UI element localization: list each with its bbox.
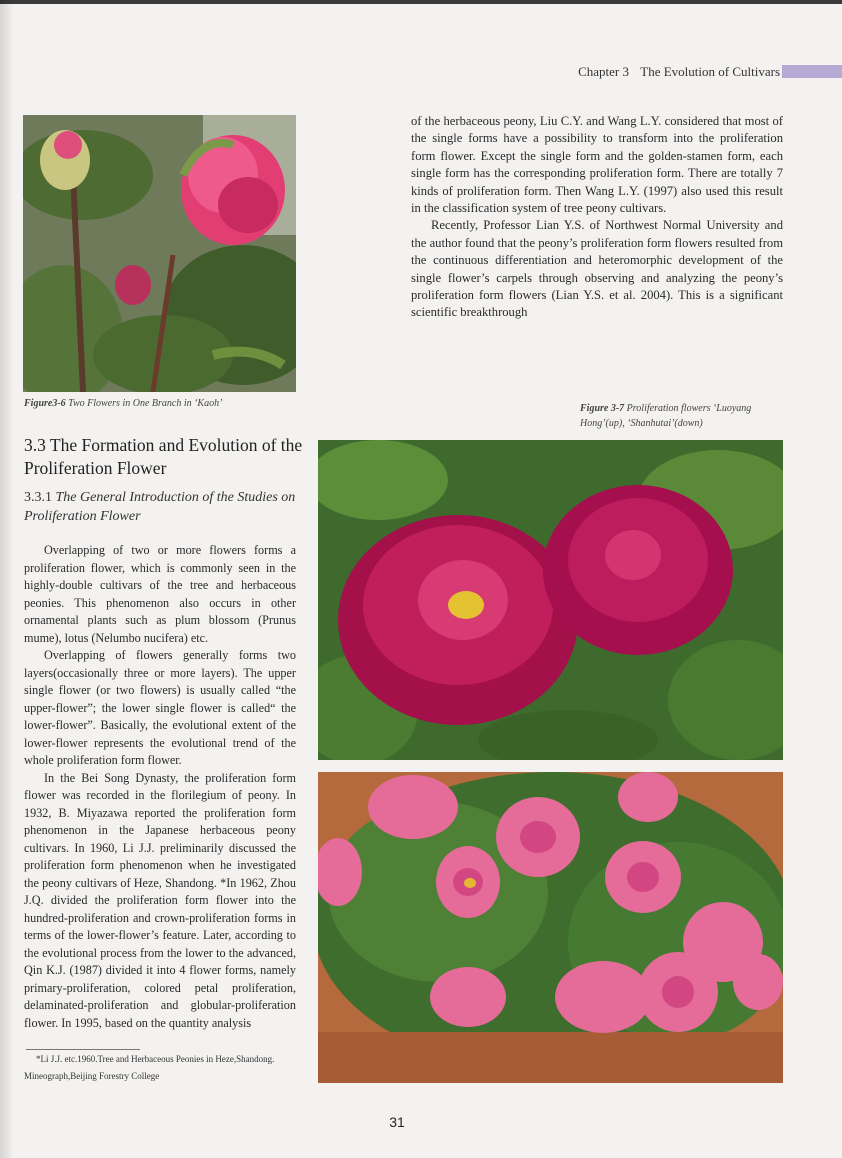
figure-3-6-label: Figure3-6 — [24, 398, 66, 409]
running-header — [0, 64, 780, 80]
header-chapter: Chapter 3 — [578, 64, 630, 79]
left-paragraph-2: Overlapping of flowers generally forms two layers(occasionally three or more layers). The upper single flower (or two flowers) is usually called “the upper-flower”; the lower single flower is called“ the lower-flower”. Basically, the evolutional extent of the lower-flower represents the evolutional trend of the whole proliferation form flower. — [24, 648, 296, 767]
footnote-rule — [26, 1049, 140, 1050]
spine-shadow — [0, 0, 14, 1158]
figure-3-6-caption-text: Two Flowers in One Branch in ‘Kaoh’ — [68, 398, 223, 409]
right-paragraph-1: of the herbaceous peony, Liu C.Y. and Wang L.Y. considered that most of the single forms have a possibility to transform into the proliferation form flower. Except the single form and the golden-stamen form, each single form has the corresponding proliferation form. There are totally 7 kinds of proliferation form. Then Wang L.Y. (1997) also used this result in the classification system of tree peony cultivars. — [411, 114, 783, 216]
top-rule — [0, 0, 842, 4]
figure-3-7-caption — [580, 401, 790, 431]
figure-3-7-label: Figure 3-7 — [580, 403, 625, 414]
right-column-text — [411, 113, 783, 322]
header-title: The Evolution of Cultivars — [640, 64, 780, 79]
page-number: 31 — [389, 1114, 405, 1130]
section-heading: 3.3 The Formation and Evolution of the Proliferation Flower — [24, 435, 303, 478]
left-paragraph-3: In the Bei Song Dynasty, the proliferation form flower was recorded in the florilegium of peony. In 1932, B. Miyazawa reported the proliferation form phenomenon in the Japanese herbaceous peony cultivars. In 1960, Li J.J. preliminarily discussed the proliferation form phenomenon when he investigated the peony cultivars of Heze, Shandong. *In 1962, Zhou J.Q. divided the proliferation form flower into the hundred-proliferation and crown-proliferation forms in terms of the lower-flower’s feature. Later, according to the evolutional process from the lower to the advanced, Qin K.J. (1987) divided it into 4 flower forms, namely primary-proliferation, colored petal proliferation, delaminated-proliferation and globular-proliferation flower. In 1995, based on the quantity analysis — [24, 770, 296, 1030]
figure-3-6-photo — [23, 115, 296, 392]
figure-3-6-caption — [24, 396, 304, 411]
right-paragraph-2: Recently, Professor Lian Y.S. of Northwest Normal University and the author found that the peony’s proliferation form flowers resulted from the continuous differentiation and heteromorphic development of the single flower’s carpels through observing and analyzing the peony’s proliferation form flowers (Lian Y.S. et al. 2004). This is a significant scientific breakthrough — [411, 218, 783, 320]
left-column-text — [24, 542, 296, 1032]
figure-3-7-photo-down — [318, 772, 783, 1083]
footnote: *Li J.J. etc.1960.Tree and Herbaceous Peonies in Heze,Shandong. Mineograph,Beijing Forestry College — [24, 1054, 275, 1081]
figure-3-7-caption-text: Proliferation flowers ‘Luoyang Hong’(up), ‘Shanhutai’(down) — [580, 403, 752, 429]
subheading-title: The General Introduction of the Studies on Proliferation Flower — [24, 490, 296, 524]
left-paragraph-1: Overlapping of two or more flowers forms a proliferation flower, which is commonly seen in the highly-double cultivars of the tree and herbaceous peonies. This phenomenon also occurs in other ornamental plants such as plum blossom (Prunus mume), lotus (Nelumbo nucifera) etc. — [24, 543, 296, 645]
figure-3-7-photo-up — [318, 440, 783, 760]
header-accent-bar — [782, 65, 842, 78]
section-subheading — [24, 488, 304, 526]
subheading-number: 3.3.1 — [24, 490, 52, 505]
